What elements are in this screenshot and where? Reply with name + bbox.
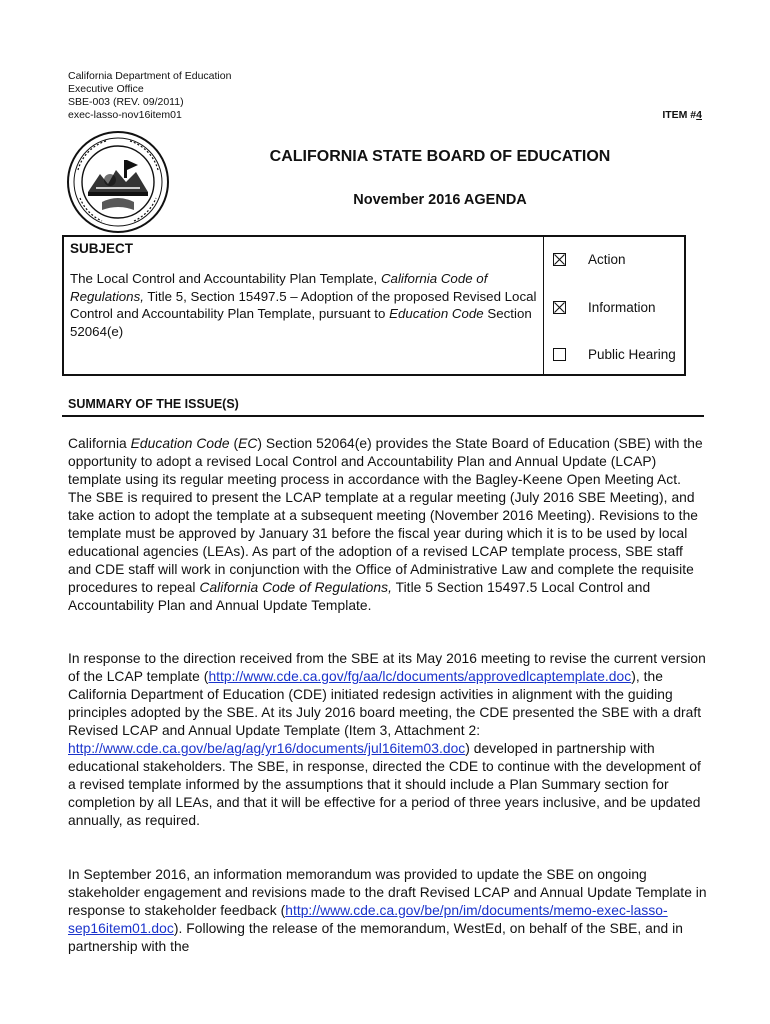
subject-text-part: Section 52064(e) xyxy=(70,306,532,339)
document-id: exec-lasso-nov16item01 xyxy=(68,109,182,121)
item-number xyxy=(662,109,702,121)
item-label: ITEM # xyxy=(662,109,697,121)
summary-heading: SUMMARY OF THE ISSUE(S) xyxy=(68,397,239,411)
text-run: ) developed in partnership with educational stakeholders. The SBE, in response, directed the CDE to continue with the development of a revised template informed by the assumptions that it should include a Plan Summary section for completion by all LEAs, and that it will be effective for a period of three years inclusive, and be updated annually, as required. xyxy=(68,741,701,828)
text-run: ), the California Department of Education (CDE) initiated redesign activities in alignment with the guiding principles adopted by the SBE. At its July 2016 board meeting, the CDE presented the SBE with a draft Revised LCAP and Annual Update Template (Item 3, Attachment 2: xyxy=(68,669,702,738)
text-run: Title 5 Section 15497.5 Local Control and Accountability Plan and Annual Update Template. xyxy=(68,580,651,613)
subject-text-italic: California Code of Regulations, xyxy=(70,271,488,304)
text-italic: Education Code xyxy=(130,436,230,451)
text-run: ( xyxy=(229,436,239,451)
option-label: Public Hearing xyxy=(588,347,676,362)
option-action[interactable] xyxy=(553,252,626,267)
subject-cell xyxy=(64,237,544,374)
option-label: Information xyxy=(588,300,656,315)
subject-table xyxy=(62,235,686,376)
text-italic: EC xyxy=(238,436,258,451)
text-run: In response to the direction received from the SBE at its May 2016 meeting to revise the current version of the LCAP template ( xyxy=(68,651,706,684)
divider xyxy=(62,415,704,417)
document-header xyxy=(68,70,231,122)
checked-checkbox-icon[interactable] xyxy=(553,301,566,314)
text-run: ) Section 52064(e) provides the State Board of Education (SBE) with the opportunity to adopt a revised Local Control and Accountability Plan and Annual Update (LCAP) template using its regular meeting process in accordance with the Bagley-Keene Open Meeting Act. The SBE is required to present the LCAP template at a regular meeting (July 2016 SBE Meeting), and take action to adopt the template at a subsequent meeting (November 2016 Meeting). Revisions to the template must be approved by January 31 before the fiscal year during which it is to be used by local educational agencies (LEAs). As part of the adoption of a revised LCAP template process, SBE staff and CDE staff will work in conjunction with the Office of Administrative Law and complete the requisite procedures to repeal xyxy=(68,436,703,595)
option-label: Action xyxy=(588,252,626,267)
approved-template-link[interactable]: http://www.cde.ca.gov/fg/aa/lc/documents/approvedlcaptemplate.doc xyxy=(208,669,632,684)
subject-text xyxy=(70,270,537,340)
department-name: California Department of Education xyxy=(68,70,232,82)
subject-text-italic: Education Code xyxy=(389,306,484,321)
subject-heading: SUBJECT xyxy=(70,241,134,256)
summary-paragraph-2 xyxy=(68,650,708,830)
item-number-value: 4 xyxy=(696,109,702,121)
summary-paragraph-3 xyxy=(68,866,708,956)
action-options xyxy=(545,237,684,374)
agenda-title: November 2016 AGENDA xyxy=(353,192,527,208)
text-italic: California Code of Regulations, xyxy=(199,580,392,595)
option-public-hearing[interactable] xyxy=(553,347,676,362)
text-run: In September 2016, an information memorandum was provided to update the SBE on ongoing stakeholder engagement and revisions made to the draft Revised LCAP and Annual Update Template in response to stakeholder feedback ( xyxy=(68,867,707,918)
text-run: ). Following the release of the memorandum, WestEd, on behalf of the SBE, and in partnership with the xyxy=(68,921,683,954)
option-information[interactable] xyxy=(553,300,656,315)
text-run: California xyxy=(68,436,131,451)
form-number: SBE-003 (REV. 09/2011) xyxy=(68,96,184,108)
state-seal-logo xyxy=(66,130,170,234)
sep16-memo-link[interactable]: http://www.cde.ca.gov/be/pn/im/documents/memo-exec-lasso-sep16item01.doc xyxy=(68,903,668,936)
office-name: Executive Office xyxy=(68,83,144,95)
unchecked-checkbox-icon[interactable] xyxy=(553,348,566,361)
page-title: CALIFORNIA STATE BOARD OF EDUCATION xyxy=(269,148,611,165)
subject-text-part: Title 5, Section 15497.5 – Adoption of the proposed Revised Local Control and Accountability Plan Template, pursuant to xyxy=(70,288,537,321)
summary-paragraph-1 xyxy=(68,435,708,615)
checked-checkbox-icon[interactable] xyxy=(553,253,566,266)
subject-text-part: The Local Control and Accountability Plan Template, xyxy=(70,271,381,286)
jul16-item03-link[interactable]: http://www.cde.ca.gov/be/ag/ag/yr16/documents/jul16item03.doc xyxy=(68,741,466,756)
